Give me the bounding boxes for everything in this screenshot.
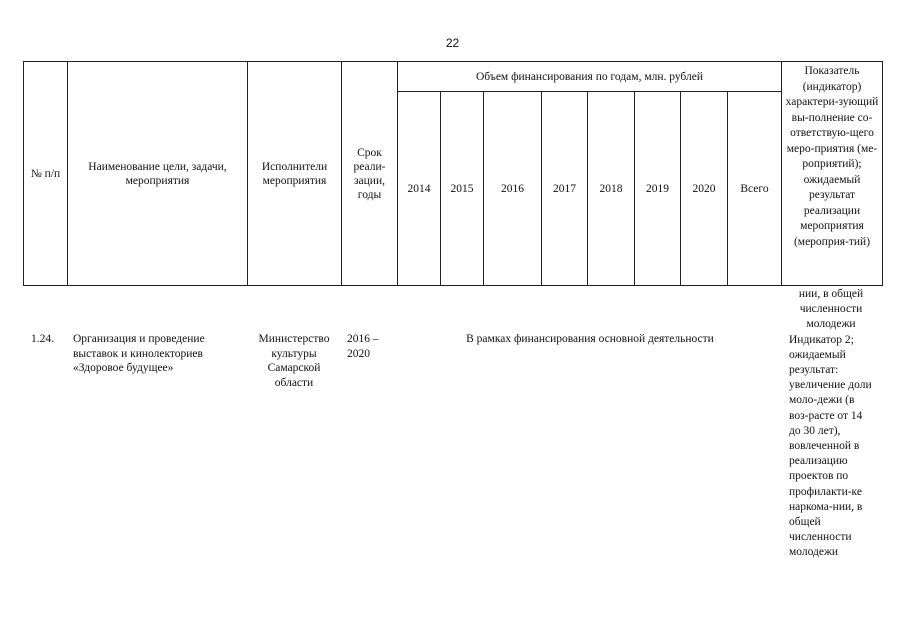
header-name: Наименование цели, задачи, мероприятия bbox=[68, 62, 248, 286]
header-year: 2020 bbox=[681, 92, 728, 286]
row-funding: В рамках финансирования основной деятельности bbox=[466, 333, 714, 345]
row-indicator bbox=[789, 287, 873, 561]
indicator-continued: нии, в общей численности молодежи bbox=[798, 288, 864, 331]
header-term: Срок реали-зации, годы bbox=[342, 62, 398, 286]
page-number: 22 bbox=[445, 36, 460, 50]
header-total: Всего bbox=[728, 92, 782, 286]
header-funding: Объем финансирования по годам, млн. рублей bbox=[398, 62, 782, 92]
header-year: 2016 bbox=[484, 92, 542, 286]
header-year: 2014 bbox=[398, 92, 441, 286]
indicator-text: Индикатор 2; ожидаемый результат: увеличение доли моло-дежи (в воз-расте от 14 до 30 лет), вовлеченной в реализацию проектов по профилакти-ке наркома-нии, в общей численности молодежи bbox=[789, 333, 872, 559]
row-name: Организация и проведение выставок и кинолекториев «Здоровое будущее» bbox=[73, 333, 205, 374]
row-executor: Министерство культуры Самарской области bbox=[258, 333, 330, 389]
program-table-header bbox=[23, 61, 883, 286]
header-num: № п/п bbox=[24, 62, 68, 286]
header-executor: Исполнители мероприятия bbox=[248, 62, 342, 286]
row-num: 1.24. bbox=[31, 333, 54, 345]
header-year: 2015 bbox=[441, 92, 484, 286]
header-year: 2018 bbox=[588, 92, 635, 286]
header-indicator: Показатель (индикатор) характери-зующий вы-полнение со-ответствую-щего меро-приятия (ме-роприятий); ожидаемый результат реализации мероприятия (мероприя-тий) bbox=[782, 62, 883, 286]
header-year: 2019 bbox=[635, 92, 681, 286]
header-year: 2017 bbox=[542, 92, 588, 286]
row-term: 2016 – 2020 bbox=[347, 333, 379, 360]
